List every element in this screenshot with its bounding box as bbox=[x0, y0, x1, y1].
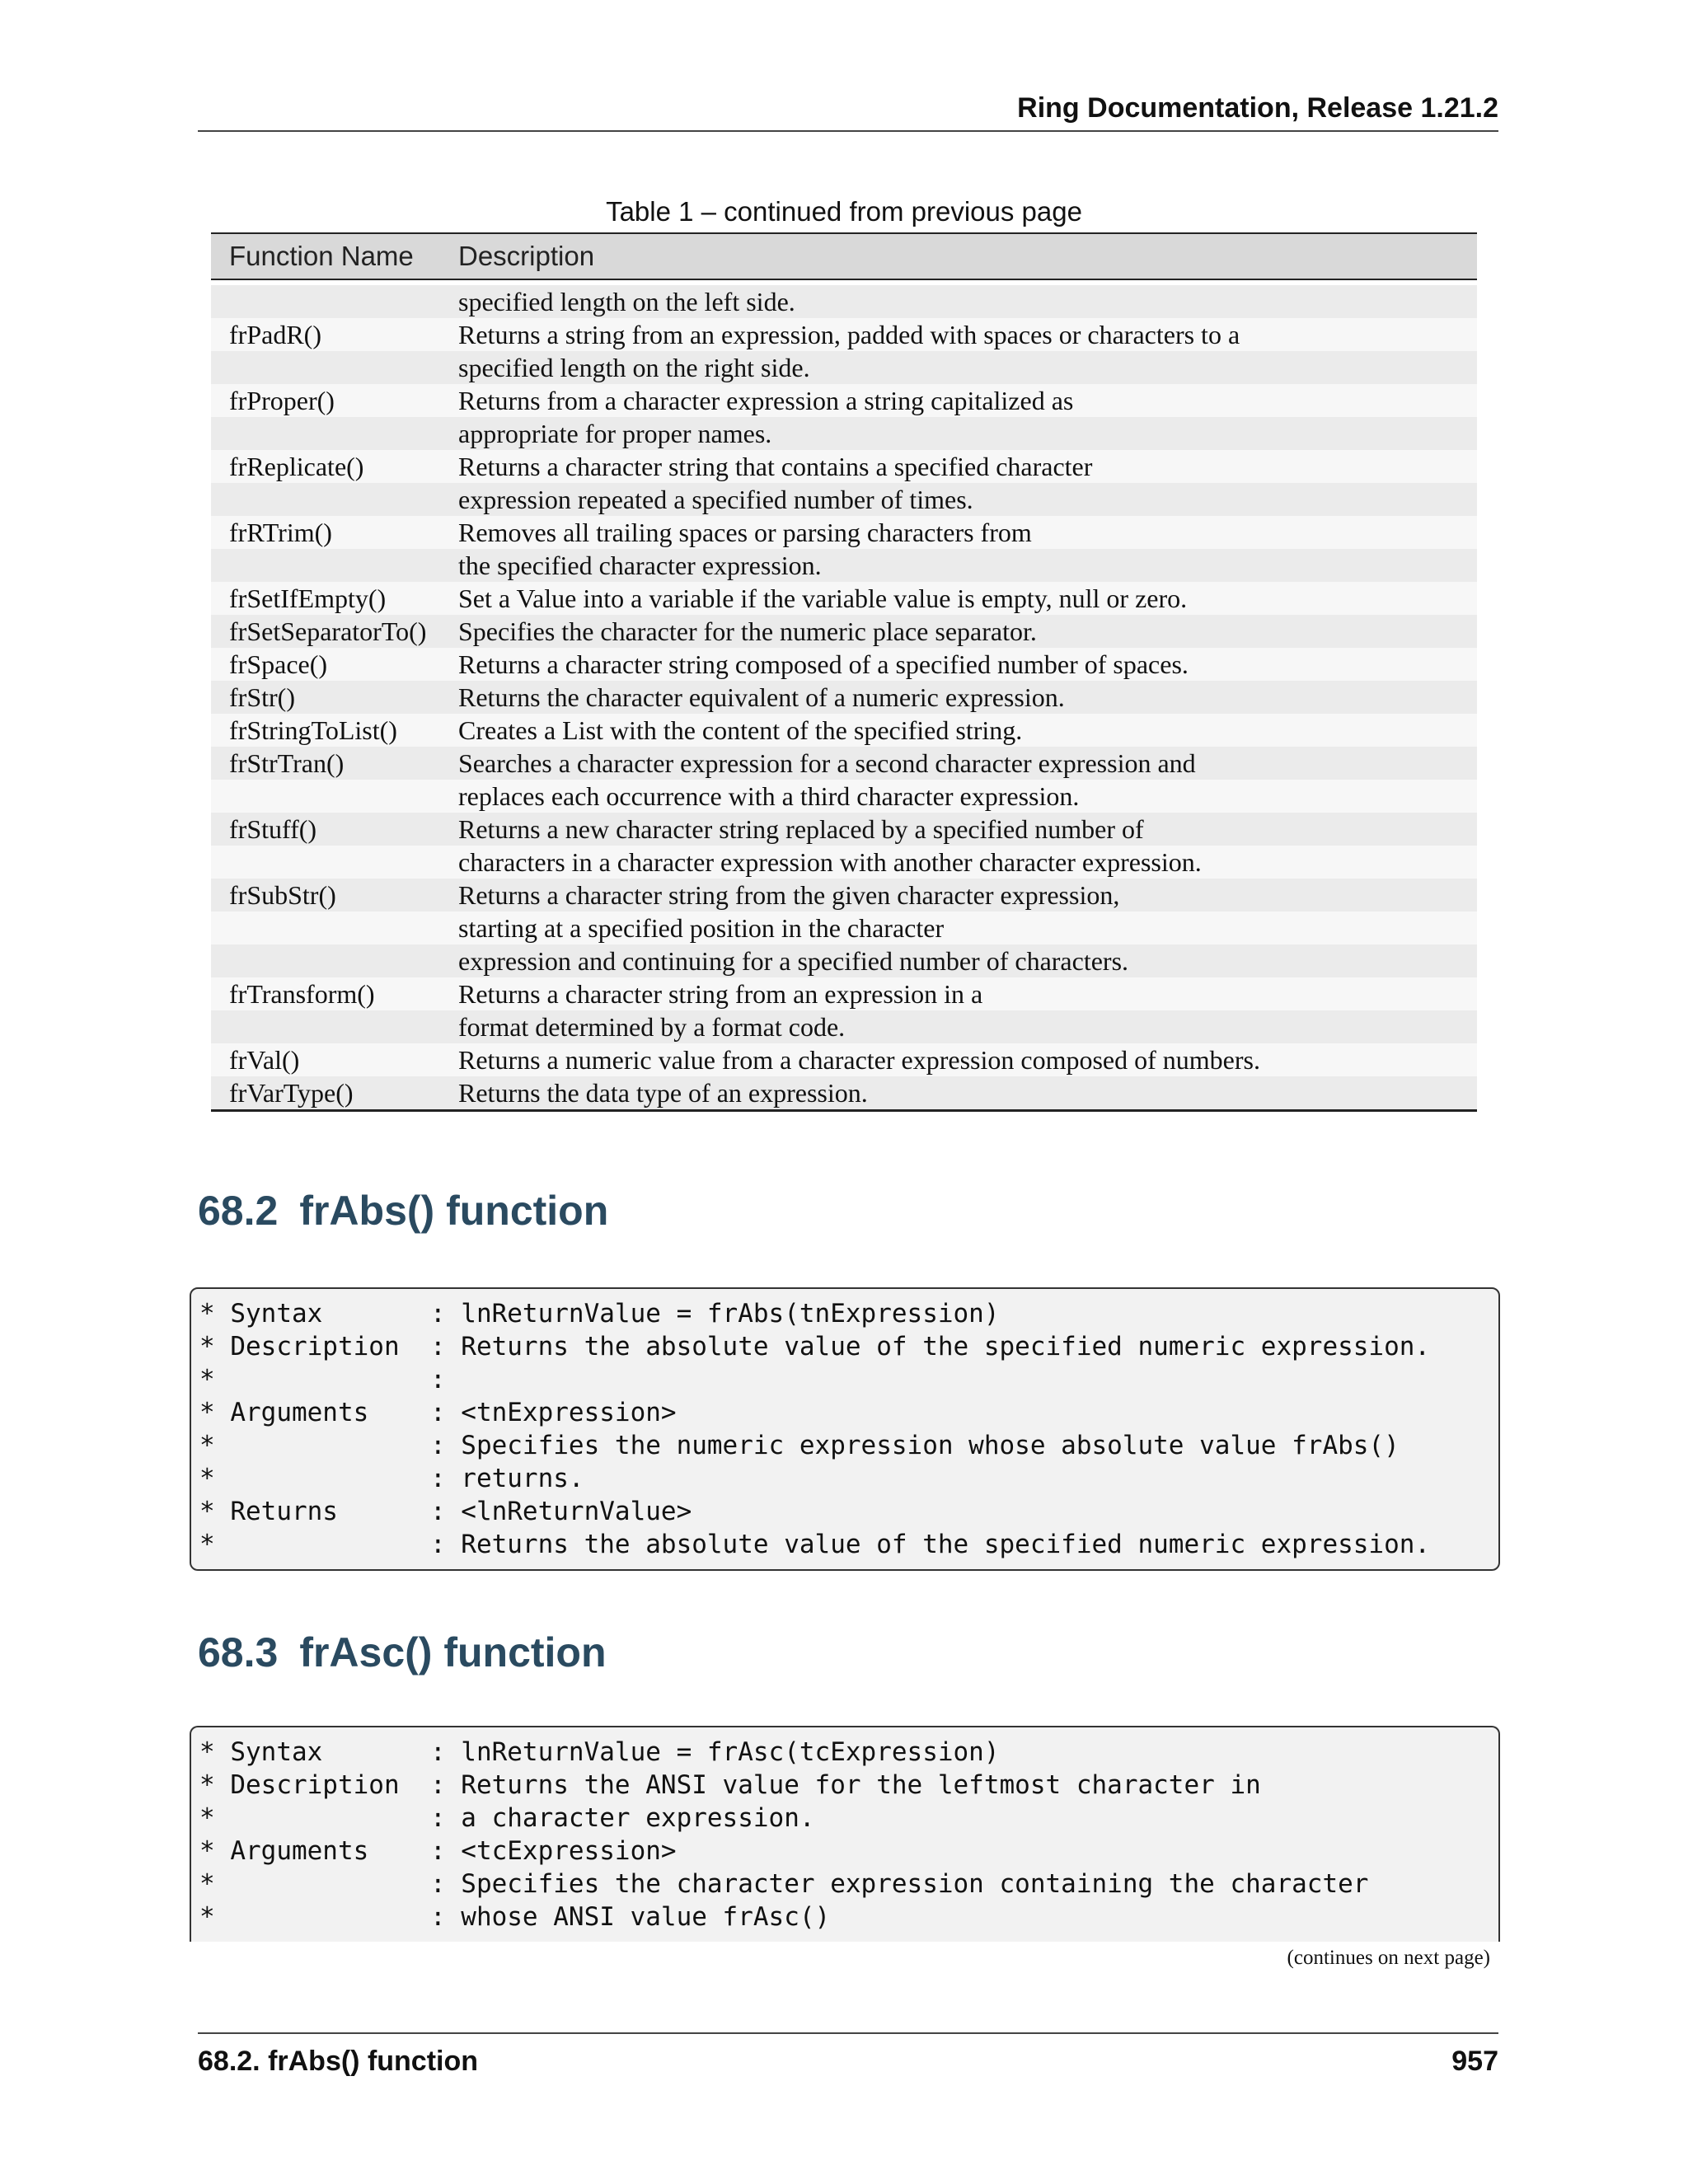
description-cell: Returns a new character string replaced by a specified number of bbox=[458, 814, 1144, 844]
function-name-cell: frSubStr() bbox=[229, 880, 336, 910]
table-caption: Table 1 – continued from previous page bbox=[606, 196, 1082, 227]
description-cell: Removes all trailing spaces or parsing characters from bbox=[458, 518, 1032, 547]
table-row bbox=[211, 879, 1477, 912]
description-cell: Returns from a character expression a string capitalized as bbox=[458, 386, 1074, 415]
table-row bbox=[211, 912, 1477, 944]
description-cell: Set a Value into a variable if the variable value is empty, null or zero. bbox=[458, 583, 1188, 613]
section-heading-fabs bbox=[198, 1187, 608, 1235]
section-number: 68.2 bbox=[198, 1188, 279, 1234]
table-header-row bbox=[211, 234, 1477, 280]
table-row bbox=[211, 648, 1477, 681]
table-row bbox=[211, 1076, 1477, 1109]
table-row bbox=[211, 516, 1477, 549]
section-title-text: frAbs() function bbox=[299, 1188, 609, 1234]
description-cell: Specifies the character for the numeric place separator. bbox=[458, 616, 1037, 646]
table-row bbox=[211, 582, 1477, 615]
description-cell: specified length on the right side. bbox=[458, 353, 810, 382]
document-title: Ring Documentation, Release 1.21.2 bbox=[1017, 92, 1498, 124]
table-row bbox=[211, 351, 1477, 384]
code-line: * : Specifies the character expression containing the character bbox=[199, 1869, 1369, 1899]
column-header-description: Description bbox=[458, 241, 595, 271]
description-cell: Returns the character equivalent of a numeric expression. bbox=[458, 682, 1065, 712]
description-cell: Returns a numeric value from a character expression composed of numbers. bbox=[458, 1045, 1260, 1075]
code-line: * : Specifies the numeric expression whose absolute value frAbs() bbox=[199, 1431, 1400, 1460]
code-block-fabs bbox=[190, 1287, 1500, 1571]
code-line: * Description : Returns the absolute value of the specified numeric expression. bbox=[199, 1332, 1431, 1361]
code-line: * : returns. bbox=[199, 1464, 584, 1493]
table-row bbox=[211, 318, 1477, 351]
table-row bbox=[211, 615, 1477, 648]
function-name-cell: frRTrim() bbox=[229, 518, 332, 547]
code-line: * Arguments : <tcExpression> bbox=[199, 1836, 677, 1866]
function-name-cell: frProper() bbox=[229, 386, 335, 415]
code-line: * : bbox=[199, 1365, 446, 1394]
page-number: 957 bbox=[1451, 2046, 1498, 2077]
code-line: * Syntax : lnReturnValue = frAsc(tcExpression) bbox=[199, 1737, 1000, 1767]
table-row bbox=[211, 384, 1477, 417]
table-row bbox=[211, 549, 1477, 582]
description-cell: format determined by a format code. bbox=[458, 1012, 846, 1042]
code-line: * Syntax : lnReturnValue = frAbs(tnExpression) bbox=[199, 1299, 1000, 1329]
description-cell: starting at a specified position in the character bbox=[458, 913, 945, 943]
function-name-cell: frSpace() bbox=[229, 649, 328, 679]
function-name-cell: frSetSeparatorTo() bbox=[229, 616, 427, 646]
description-cell: replaces each occurrence with a third character expression. bbox=[458, 781, 1080, 811]
table-row bbox=[211, 846, 1477, 879]
description-cell: Returns a character string from an expression in a bbox=[458, 979, 983, 1009]
code-line: * : whose ANSI value frAsc() bbox=[199, 1902, 831, 1932]
table-row bbox=[211, 483, 1477, 516]
table-row bbox=[211, 285, 1477, 318]
function-name-cell: frTransform() bbox=[229, 979, 375, 1009]
continues-note: (continues on next page) bbox=[1287, 1947, 1490, 1969]
function-name-cell: frStrTran() bbox=[229, 748, 345, 778]
table-row bbox=[211, 417, 1477, 450]
function-name-cell: frReplicate() bbox=[229, 452, 364, 481]
table-row bbox=[211, 681, 1477, 714]
description-cell: characters in a character expression with another character expression. bbox=[458, 847, 1202, 877]
description-cell: Searches a character expression for a second character expression and bbox=[458, 748, 1196, 778]
function-name-cell: frVarType() bbox=[229, 1078, 354, 1108]
description-cell: Returns a character string that contains a specified character bbox=[458, 452, 1093, 481]
code-block-fasc bbox=[190, 1726, 1500, 1942]
description-cell: the specified character expression. bbox=[458, 551, 822, 580]
description-cell: appropriate for proper names. bbox=[458, 419, 772, 448]
column-header-function-name: Function Name bbox=[229, 241, 414, 271]
section-title-text: frAsc() function bbox=[299, 1629, 607, 1675]
description-cell: specified length on the left side. bbox=[458, 287, 795, 316]
table-row bbox=[211, 977, 1477, 1010]
function-name-cell: frVal() bbox=[229, 1045, 300, 1075]
table-row bbox=[211, 1010, 1477, 1043]
page-header bbox=[198, 92, 1498, 132]
function-name-cell: frPadR() bbox=[229, 320, 321, 349]
function-name-cell: frStr() bbox=[229, 682, 295, 712]
function-table bbox=[211, 232, 1477, 1112]
table-row bbox=[211, 813, 1477, 846]
code-line: * : Returns the absolute value of the specified numeric expression. bbox=[199, 1530, 1431, 1559]
function-name-cell: frStringToList() bbox=[229, 715, 397, 745]
footer-section-title: 68.2. frAbs() function bbox=[198, 2046, 479, 2077]
table-row bbox=[211, 780, 1477, 813]
table-body bbox=[211, 280, 1477, 1109]
code-line: * Returns : <lnReturnValue> bbox=[199, 1497, 692, 1526]
code-line: * : a character expression. bbox=[199, 1803, 815, 1833]
table-row bbox=[211, 1043, 1477, 1076]
section-heading-fasc bbox=[198, 1629, 607, 1676]
table-row bbox=[211, 450, 1477, 483]
code-line: * Description : Returns the ANSI value for the leftmost character in bbox=[199, 1770, 1261, 1800]
description-cell: expression repeated a specified number of times. bbox=[458, 485, 973, 514]
section-number: 68.3 bbox=[198, 1629, 279, 1675]
code-line: * Arguments : <tnExpression> bbox=[199, 1398, 677, 1427]
description-cell: Returns a character string composed of a specified number of spaces. bbox=[458, 649, 1189, 679]
table-row bbox=[211, 714, 1477, 747]
page-footer bbox=[198, 2032, 1498, 2077]
function-name-cell: frStuff() bbox=[229, 814, 317, 844]
description-cell: Returns the data type of an expression. bbox=[458, 1078, 868, 1108]
description-cell: Creates a List with the content of the specified string. bbox=[458, 715, 1023, 745]
table-row bbox=[211, 747, 1477, 780]
description-cell: Returns a character string from the given character expression, bbox=[458, 880, 1120, 910]
function-name-cell: frSetIfEmpty() bbox=[229, 583, 387, 613]
description-cell: expression and continuing for a specified number of characters. bbox=[458, 946, 1129, 976]
description-cell: Returns a string from an expression, padded with spaces or characters to a bbox=[458, 320, 1240, 349]
table-row bbox=[211, 944, 1477, 977]
